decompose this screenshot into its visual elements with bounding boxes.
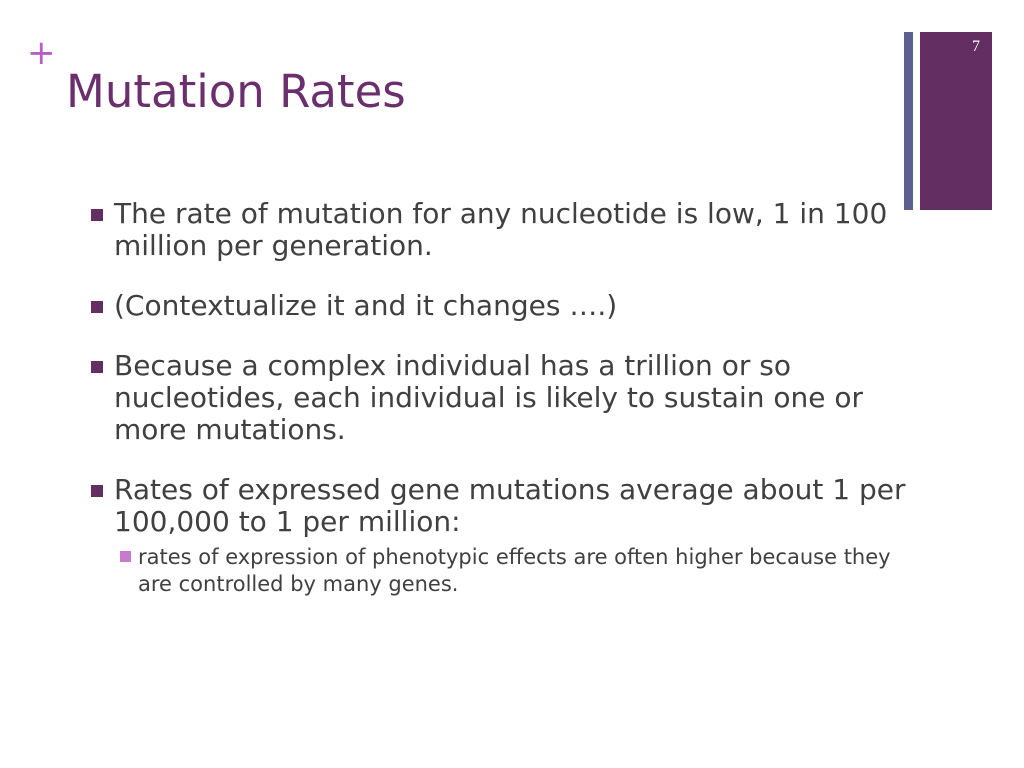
- bullet-item: [88, 290, 924, 322]
- bullet-text: (Contextualize it and it changes ….): [114, 289, 618, 322]
- bullet-text: Rates of expressed gene mutations average about 1 per 100,000 to 1 per million:: [114, 473, 906, 538]
- square-bullet-icon: [91, 209, 103, 221]
- sub-bullet-item: [114, 544, 924, 598]
- slide-title: Mutation Rates: [66, 65, 406, 118]
- bullet-text: The rate of mutation for any nucleotide is low, 1 in 100 million per generation.: [114, 197, 888, 262]
- slide-number: 7: [972, 38, 980, 55]
- square-bullet-icon: [91, 301, 103, 313]
- bullet-item: [88, 350, 924, 446]
- bullet-item: [88, 198, 924, 262]
- square-bullet-icon: [91, 485, 103, 497]
- sub-bullet-text: rates of expression of phenotypic effects are often higher because they are controlled by many genes.: [138, 545, 891, 596]
- bullet-text: Because a complex individual has a trillion or so nucleotides, each individual is likely to sustain one or more mutations.: [114, 349, 864, 446]
- plus-icon: +: [27, 33, 56, 73]
- square-sub-bullet-icon: [120, 551, 131, 562]
- bullet-item: [88, 474, 924, 598]
- square-bullet-icon: [91, 361, 103, 373]
- accent-bar: [920, 32, 992, 210]
- accent-thin-bar: [904, 32, 913, 210]
- bullet-list: [88, 198, 924, 626]
